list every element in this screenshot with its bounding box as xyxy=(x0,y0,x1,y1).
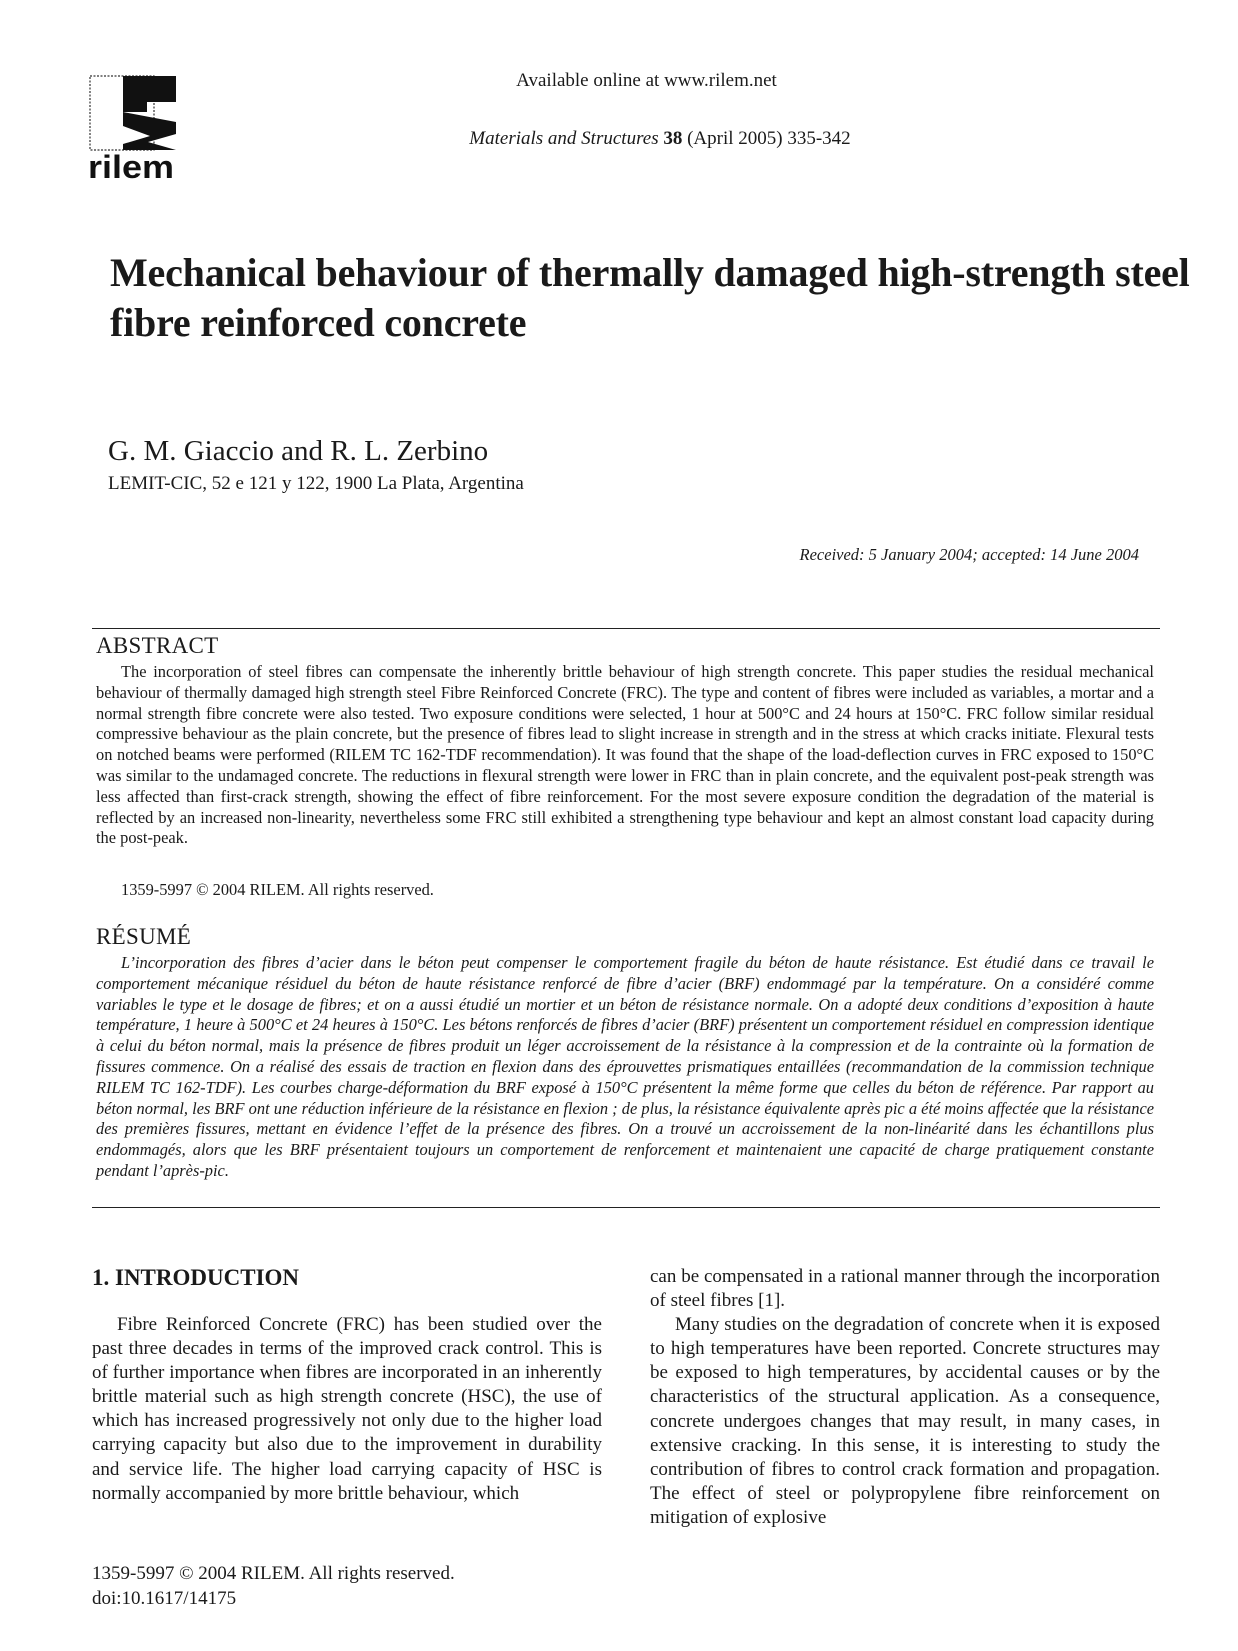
journal-issue: (April 2005) 335-342 xyxy=(687,128,851,149)
abstract-copyright: 1359-5997 © 2004 RILEM. All rights reserved. xyxy=(121,880,434,899)
resume-text: L’incorporation des fibres d’acier dans le béton peut compenser le comportement fragile du béton de haute résistance. Est étudié dans ce travail le comportement mécanique résiduel du béton de haute résistance renforcé de fibre d’acier (BRF) endommagé par la température. On a considéré comme variables le type et le dosage de fibres; et on a aussi étudié un mortier et un béton de résistance normale. On a adopté deux conditions d’exposition à haute température, 1 heure à 500°C et 24 heures à 150°C. Les bétons renforcés de fibres d’acier (BRF) présentent un comportement résiduel en compression identique à celui du béton normal, mais la présence de fibres produit un léger accroissement de la résistance à la compression et de la contrainte où la formation de fissures commence. On a réalisé des essais de traction en flexion dans des éprouvettes prismatiques entaillées (recommandation de la commission technique RILEM TC 162-TDF). Les courbes charge-déformation du BRF exposé à 150°C présentent la même forme que celles du béton de référence. Par rapport au béton normal, les BRF ont une réduction inférieure de la résistance en flexion ; de plus, la résistance équivalente après pic a été moins affectée que la résistance des premières fissures, mettant en évidence l’effet de la présence des fibres. On a trouvé un accroissement de la non-linéarité dans les échantillons plus endommagés, alors que les BRF présentaient toujours un comportement de renforcement et maintenaient une capacité de charge pratiquement constante pendant l’après-pic. xyxy=(96,953,1154,1180)
divider-top xyxy=(92,628,1160,629)
abstract-text: The incorporation of steel fibres can compensate the inherently brittle behaviour of high strength concrete. This paper studies the residual mechanical behaviour of thermally damaged high strength steel Fibre Reinforced Concrete (FRC). The type and content of fibres were included as variables, a mortar and a normal strength fibre concrete were also tested. Two exposure conditions were selected, 1 hour at 500°C and 24 hours at 150°C. FRC follow similar residual compressive behaviour as the plain concrete, but the presence of fibres lead to slight increase in strength and in the stress at which cracks initiate. Flexural tests on notched beams were performed (RILEM TC 162-TDF recommendation). It was found that the shape of the load-deflection curves in FRC exposed to 150°C was similar to the undamaged concrete. The reductions in flexural strength were lower in FRC than in plain concrete, and the equivalent post-peak strength was less affected than first-crack strength, showing the effect of fibre reinforcement. For the most severe exposure condition the degradation of the material is reflected by an increased non-linearity, nevertheless some FRC still exhibited a strengthening type behaviour and kept an almost constant load capacity during the post-peak. xyxy=(96,662,1154,848)
available-online: Available online at www.rilem.net xyxy=(516,70,777,91)
journal-citation xyxy=(0,128,1238,150)
article-title: Mechanical behaviour of thermally damaged high-strength steel fibre reinforced concrete xyxy=(110,250,1190,345)
footer-doi: doi:10.1617/14175 xyxy=(92,1588,237,1609)
introduction-heading: 1. INTRODUCTION xyxy=(92,1265,300,1290)
received-date: Received: 5 January 2004; accepted: 14 June 2004 xyxy=(799,545,1139,564)
intro-paragraph-2: Many studies on the degradation of concrete when it is exposed to high temperatures have been reported. Concrete structures may be exposed to high temperatures, by accidental causes or by the characteristics of the structural application. As a consequence, concrete undergoes changes that may result, in many cases, in extensive cracking. In this sense, it is interesting to study the contribution of fibres to control crack formation and propagation. The effect of steel or polypropylene fibre reinforcement on mitigation of explosive xyxy=(650,1314,1160,1528)
intro-paragraph-1: Fibre Reinforced Concrete (FRC) has been studied over the past three decades in terms of the improved crack control. This is of further importance when fibres are incorporated in an inherently brittle material such as high strength concrete (HSC), the use of which has increased progressively not only due to the higher load carrying capacity but also due to the improvement in durability and service life. The higher load carrying capacity of HSC is normally accompanied by more brittle behaviour, which xyxy=(92,1314,602,1504)
resume-heading: RÉSUMÉ xyxy=(96,924,192,949)
journal-volume: 38 xyxy=(663,128,683,149)
abstract-heading: ABSTRACT xyxy=(96,633,219,658)
left-column xyxy=(92,1313,602,1506)
right-column xyxy=(650,1265,1160,1530)
journal-name: Materials and Structures xyxy=(469,128,659,149)
divider-bottom xyxy=(92,1207,1160,1208)
intro-paragraph-1-continued: can be compensated in a rational manner through the incorporation of steel fibres [1]. xyxy=(650,1266,1160,1312)
affiliation: LEMIT-CIC, 52 e 121 y 122, 1900 La Plata, Argentina xyxy=(108,473,524,494)
logo-text: rilem xyxy=(88,149,174,185)
authors: G. M. Giaccio and R. L. Zerbino xyxy=(108,435,489,467)
footer-issn: 1359-5997 © 2004 RILEM. All rights reserved. xyxy=(92,1563,455,1584)
